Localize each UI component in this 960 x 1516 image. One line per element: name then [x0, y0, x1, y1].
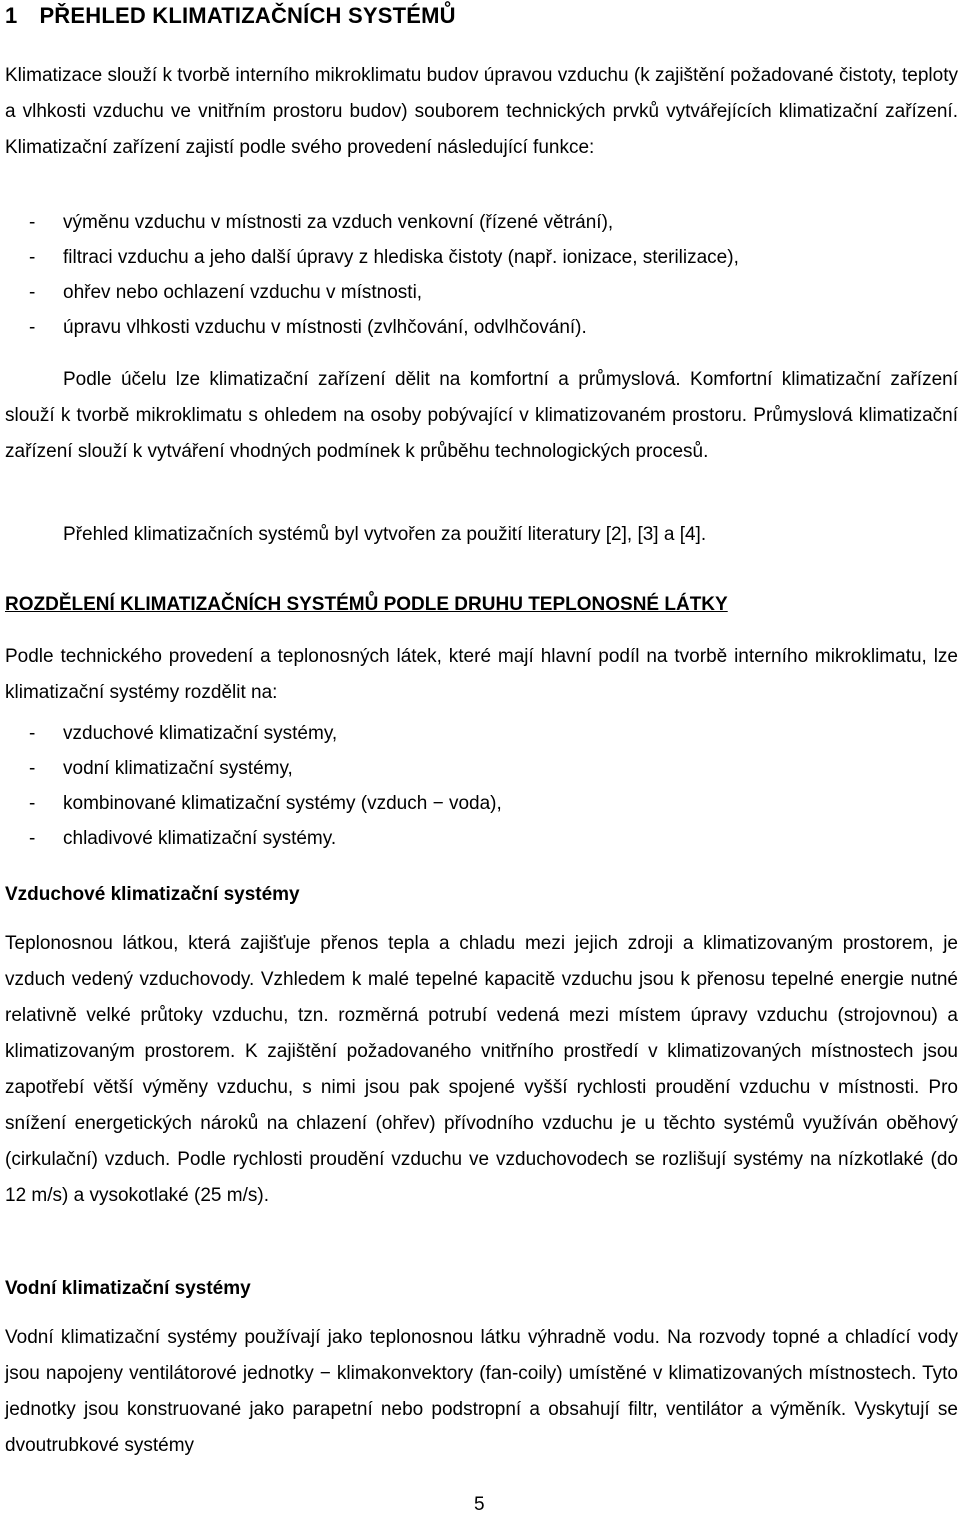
dash-bullet: -: [29, 828, 36, 849]
air-systems-title: Vzduchové klimatizační systémy: [5, 884, 300, 905]
division-section-title: ROZDĚLENÍ KLIMATIZAČNÍCH SYSTÉMŮ PODLE DRUHU TEPLONOSNÉ LÁTKY: [5, 594, 728, 615]
list-item: - úpravu vlhkosti vzduchu v místnosti (zvlhčování, odvlhčování).: [5, 310, 958, 345]
list-item: - kombinované klimatizační systémy (vzduch − voda),: [5, 786, 958, 821]
division-paragraph: Podle technického provedení a teplonosných látek, které mají hlavní podíl na tvorbě interního mikroklimatu, lze klimatizační systémy rozdělit na:: [5, 646, 958, 703]
dash-bullet: -: [29, 793, 36, 814]
water-systems-title: Vodní klimatizační systémy: [5, 1278, 251, 1299]
dash-bullet: -: [29, 758, 36, 779]
water-systems-paragraph: Vodní klimatizační systémy používají jako teplonosnou látku výhradně vodu. Na rozvody topné a chladící vody jsou napojeny ventilátorové jednotky − klimakonvektory (fan-coily) umístěné v klimatizovaných místnostech. Tyto jednotky jsou konstruované jako parapetní nebo podstropní a obsahují filtr, ventilátor a výměník. Vyskytují se dvoutrubkové systémy: [5, 1327, 958, 1456]
dash-bullet: -: [29, 212, 36, 233]
list-item: - vodní klimatizační systémy,: [5, 751, 958, 786]
list-item: - vzduchové klimatizační systémy,: [5, 716, 958, 751]
dash-bullet: -: [29, 247, 36, 268]
list-item: - výměnu vzduchu v místnosti za vzduch venkovní (řízené větrání),: [5, 205, 958, 240]
system-types-list: [5, 716, 958, 856]
chapter-number: 1: [5, 3, 18, 28]
literature-paragraph: Přehled klimatizačních systémů byl vytvořen za použití literatury [2], [3] a [4].: [63, 524, 707, 545]
list-item: - chladivové klimatizační systémy.: [5, 821, 958, 856]
dash-bullet: -: [29, 317, 36, 338]
dash-bullet: -: [29, 723, 36, 744]
intro-paragraph: Klimatizace slouží k tvorbě interního mikroklimatu budov úpravou vzduchu (k zajištění požadované čistoty, teploty a vlhkosti vzduchu ve vnitřním prostoru budov) souborem technických prvků vytvářejících klimatizační zařízení. Klimatizační zařízení zajistí podle svého provedení následující funkce:: [5, 65, 958, 158]
list-item: - ohřev nebo ochlazení vzduchu v místnosti,: [5, 275, 958, 310]
chapter-heading: [5, 3, 456, 29]
dash-bullet: -: [29, 282, 36, 303]
list-item: - filtraci vzduchu a jeho další úpravy z hlediska čistoty (např. ionizace, sterilizace),: [5, 240, 958, 275]
functions-list: [5, 205, 958, 345]
page-number: 5: [474, 1494, 485, 1515]
air-systems-paragraph: Teplonosnou látkou, která zajišťuje přenos tepla a chladu mezi jejich zdroji a klimatizovaným prostorem, je vzduch vedený vzduchovody. Vzhledem k malé tepelné kapacitě vzduchu jsou k přenosu tepelné energie nutné relativně velké průtoky vzduchu, tzn. rozměrná potrubí vedená mezi místem úpravy vzduchu (strojovnou) a klimatizovaným prostorem. K zajištění požadovaného vnitřního prostředí v klimatizovaných místnostech jsou zapotřebí větší výměny vzduchu, s nimi jsou pak spojené vyšší rychlosti proudění vzduchu v místnosti. Pro snížení energetických nároků na chlazení (ohřev) přívodního vzduchu je u těchto systémů využíván oběhový (cirkulační) vzduch. Podle rychlosti proudění vzduchu ve vzduchovodech se rozlišují systémy na nízkotlaké (do 12 m/s) a vysokotlaké (25 m/s).: [5, 933, 958, 1206]
chapter-title: PŘEHLED KLIMATIZAČNÍCH SYSTÉMŮ: [39, 3, 456, 28]
purpose-paragraph: Podle účelu lze klimatizační zařízení dělit na komfortní a průmyslová. Komfortní klimatizační zařízení slouží k tvorbě mikroklimatu s ohledem na osoby pobývající v klimatizovaném prostoru. Průmyslová klimatizační zařízení slouží k vytváření vhodných podmínek k průběhu technologických procesů.: [5, 369, 958, 462]
